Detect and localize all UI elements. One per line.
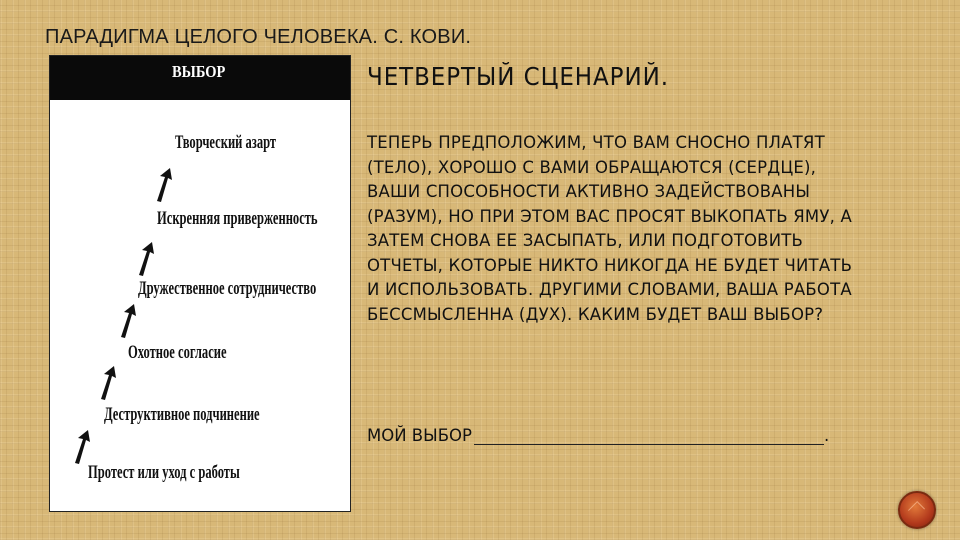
choice-ladder-figure xyxy=(49,55,351,512)
figure-header-label: ВЫБОР xyxy=(172,62,226,81)
step-friendly-cooperation: Дружественное сотрудничество xyxy=(138,278,317,299)
step-willing-agreement: Охотное согласие xyxy=(128,342,227,363)
slide-badge-icon[interactable] xyxy=(898,491,936,529)
arrow-up-right-icon xyxy=(118,304,138,338)
my-choice-blank[interactable] xyxy=(474,426,824,445)
scenario-body: ТЕПЕРЬ ПРЕДПОЛОЖИМ, ЧТО ВАМ СНОСНО ПЛАТЯТ (ТЕЛО), ХОРОШО С ВАМИ ОБРАЩАЮТСЯ (СЕРДЦЕ), ВАШИ СПОСОБНОСТИ АКТИВНО ЗАДЕЙСТВОВАНЫ (РАЗУМ), НО ПРИ ЭТОМ ВАС ПРОСЯТ ВЫКОПАТЬ ЯМУ, А ЗАТЕМ СНОВА ЕЕ ЗАСЫПАТЬ, ИЛИ ПОДГОТОВИТЬ ОТЧЕТЫ, КОТОРЫЕ НИКТО НИКОГДА НЕ БУДЕТ ЧИТАТЬ И ИСПОЛЬЗОВАТЬ. ДРУГИМИ СЛОВАМИ, ВАША РАБОТА БЕССМЫСЛЕННА (ДУХ). КАКИМ БУДЕТ ВАШ ВЫБОР? xyxy=(367,133,853,324)
arrow-up-right-icon xyxy=(136,242,156,276)
my-choice-line xyxy=(367,426,829,445)
slide-title: ПАРАДИГМА ЦЕЛОГО ЧЕЛОВЕКА. С. КОВИ. xyxy=(45,26,472,48)
figure-header-bar xyxy=(50,56,350,100)
scenario-heading: ЧЕТВЕРТЫЙ СЦЕНАРИЙ. xyxy=(367,62,669,91)
my-choice-label: МОЙ ВЫБОР xyxy=(367,426,472,445)
arrow-up-right-icon xyxy=(98,366,118,400)
step-creative-excitement: Творческий азарт xyxy=(175,132,277,153)
arrow-up-right-icon xyxy=(154,168,174,202)
arrow-up-right-icon xyxy=(72,430,92,464)
step-destructive-submission: Деструктивное подчинение xyxy=(104,404,260,425)
step-protest-or-leave: Протест или уход с работы xyxy=(88,462,240,483)
my-choice-end: . xyxy=(823,426,830,445)
step-sincere-commitment: Искренняя приверженность xyxy=(157,208,318,229)
